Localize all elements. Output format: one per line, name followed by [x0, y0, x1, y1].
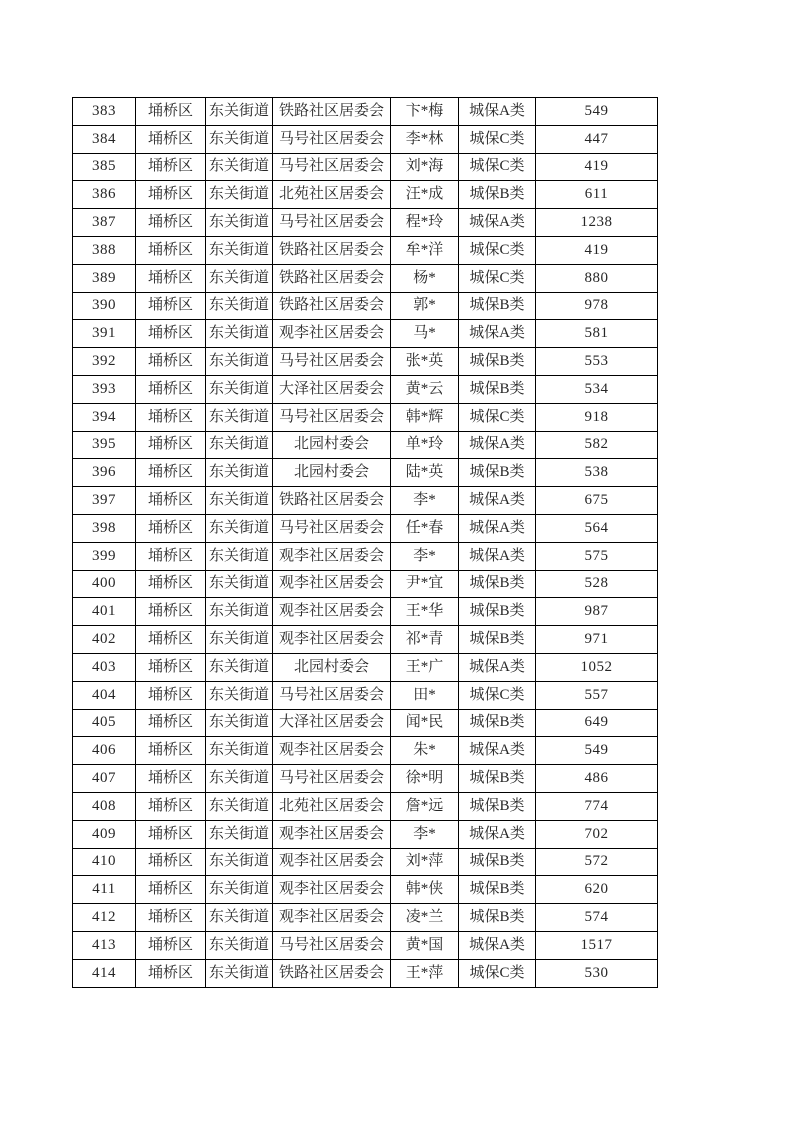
cell-name: 程*玲 [391, 209, 459, 237]
cell-category: 城保A类 [459, 487, 536, 515]
cell-street: 东关街道 [206, 904, 273, 932]
cell-district: 埇桥区 [136, 320, 206, 348]
cell-community: 大泽社区居委会 [273, 709, 391, 737]
cell-category: 城保C类 [459, 236, 536, 264]
cell-street: 东关街道 [206, 375, 273, 403]
cell-no: 410 [73, 848, 136, 876]
cell-amount: 1517 [536, 931, 658, 959]
cell-community: 马号社区居委会 [273, 514, 391, 542]
cell-amount: 1238 [536, 209, 658, 237]
cell-amount: 611 [536, 181, 658, 209]
cell-community: 观李社区居委会 [273, 820, 391, 848]
cell-community: 铁路社区居委会 [273, 487, 391, 515]
cell-category: 城保A类 [459, 320, 536, 348]
cell-street: 东关街道 [206, 709, 273, 737]
cell-street: 东关街道 [206, 209, 273, 237]
cell-amount: 574 [536, 904, 658, 932]
cell-no: 407 [73, 765, 136, 793]
cell-name: 卞*梅 [391, 98, 459, 126]
cell-community: 铁路社区居委会 [273, 959, 391, 987]
cell-street: 东关街道 [206, 320, 273, 348]
cell-street: 东关街道 [206, 626, 273, 654]
cell-street: 东关街道 [206, 598, 273, 626]
cell-district: 埇桥区 [136, 653, 206, 681]
cell-amount: 581 [536, 320, 658, 348]
cell-amount: 530 [536, 959, 658, 987]
cell-name: 祁*青 [391, 626, 459, 654]
cell-street: 东关街道 [206, 681, 273, 709]
cell-category: 城保B类 [459, 792, 536, 820]
table-row [73, 320, 658, 348]
cell-category: 城保A类 [459, 514, 536, 542]
cell-name: 尹*宜 [391, 570, 459, 598]
cell-community: 马号社区居委会 [273, 681, 391, 709]
table-row [73, 403, 658, 431]
cell-no: 399 [73, 542, 136, 570]
cell-district: 埇桥区 [136, 292, 206, 320]
cell-community: 铁路社区居委会 [273, 236, 391, 264]
cell-community: 铁路社区居委会 [273, 264, 391, 292]
cell-amount: 528 [536, 570, 658, 598]
cell-no: 387 [73, 209, 136, 237]
table-row [73, 959, 658, 987]
table-row [73, 598, 658, 626]
cell-category: 城保B类 [459, 570, 536, 598]
cell-no: 406 [73, 737, 136, 765]
cell-street: 东关街道 [206, 264, 273, 292]
cell-street: 东关街道 [206, 653, 273, 681]
cell-district: 埇桥区 [136, 209, 206, 237]
cell-category: 城保C类 [459, 264, 536, 292]
cell-street: 东关街道 [206, 348, 273, 376]
cell-no: 384 [73, 125, 136, 153]
cell-name: 单*玲 [391, 431, 459, 459]
cell-name: 王*萍 [391, 959, 459, 987]
cell-name: 任*春 [391, 514, 459, 542]
table-row [73, 98, 658, 126]
cell-street: 东关街道 [206, 876, 273, 904]
cell-district: 埇桥区 [136, 820, 206, 848]
cell-no: 398 [73, 514, 136, 542]
cell-name: 田* [391, 681, 459, 709]
cell-name: 李*林 [391, 125, 459, 153]
cell-street: 东关街道 [206, 820, 273, 848]
cell-amount: 880 [536, 264, 658, 292]
table-row [73, 542, 658, 570]
cell-street: 东关街道 [206, 959, 273, 987]
table-row [73, 487, 658, 515]
cell-community: 观李社区居委会 [273, 598, 391, 626]
cell-community: 大泽社区居委会 [273, 375, 391, 403]
cell-community: 北园村委会 [273, 431, 391, 459]
cell-name: 黄*国 [391, 931, 459, 959]
cell-name: 凌*兰 [391, 904, 459, 932]
cell-name: 刘*海 [391, 153, 459, 181]
cell-district: 埇桥区 [136, 876, 206, 904]
cell-category: 城保B类 [459, 375, 536, 403]
cell-name: 李* [391, 487, 459, 515]
cell-amount: 675 [536, 487, 658, 515]
cell-name: 张*英 [391, 348, 459, 376]
cell-name: 韩*侠 [391, 876, 459, 904]
cell-amount: 447 [536, 125, 658, 153]
cell-name: 马* [391, 320, 459, 348]
cell-district: 埇桥区 [136, 487, 206, 515]
table-row [73, 765, 658, 793]
cell-district: 埇桥区 [136, 709, 206, 737]
cell-district: 埇桥区 [136, 598, 206, 626]
cell-category: 城保B类 [459, 709, 536, 737]
table-row [73, 820, 658, 848]
cell-district: 埇桥区 [136, 959, 206, 987]
cell-no: 392 [73, 348, 136, 376]
cell-category: 城保B类 [459, 348, 536, 376]
cell-name: 刘*萍 [391, 848, 459, 876]
cell-category: 城保A类 [459, 737, 536, 765]
cell-amount: 549 [536, 98, 658, 126]
cell-district: 埇桥区 [136, 348, 206, 376]
table-row [73, 514, 658, 542]
cell-no: 412 [73, 904, 136, 932]
cell-category: 城保A类 [459, 98, 536, 126]
cell-category: 城保B类 [459, 181, 536, 209]
table-row [73, 264, 658, 292]
cell-name: 郭* [391, 292, 459, 320]
cell-no: 389 [73, 264, 136, 292]
cell-no: 409 [73, 820, 136, 848]
cell-no: 402 [73, 626, 136, 654]
cell-category: 城保A类 [459, 209, 536, 237]
cell-community: 观李社区居委会 [273, 320, 391, 348]
cell-street: 东关街道 [206, 236, 273, 264]
cell-district: 埇桥区 [136, 125, 206, 153]
cell-street: 东关街道 [206, 570, 273, 598]
cell-amount: 971 [536, 626, 658, 654]
cell-street: 东关街道 [206, 792, 273, 820]
table-row [73, 681, 658, 709]
cell-no: 393 [73, 375, 136, 403]
cell-community: 观李社区居委会 [273, 626, 391, 654]
table-row [73, 737, 658, 765]
cell-amount: 419 [536, 236, 658, 264]
cell-name: 韩*辉 [391, 403, 459, 431]
cell-category: 城保C类 [459, 403, 536, 431]
cell-amount: 549 [536, 737, 658, 765]
cell-no: 405 [73, 709, 136, 737]
cell-no: 400 [73, 570, 136, 598]
cell-name: 李* [391, 820, 459, 848]
cell-community: 马号社区居委会 [273, 403, 391, 431]
cell-amount: 774 [536, 792, 658, 820]
cell-no: 390 [73, 292, 136, 320]
cell-community: 铁路社区居委会 [273, 292, 391, 320]
cell-street: 东关街道 [206, 848, 273, 876]
cell-community: 马号社区居委会 [273, 209, 391, 237]
cell-name: 汪*成 [391, 181, 459, 209]
table-row [73, 848, 658, 876]
cell-amount: 978 [536, 292, 658, 320]
cell-district: 埇桥区 [136, 403, 206, 431]
benefit-records-table [72, 97, 658, 988]
cell-name: 徐*明 [391, 765, 459, 793]
cell-community: 观李社区居委会 [273, 848, 391, 876]
cell-amount: 572 [536, 848, 658, 876]
cell-street: 东关街道 [206, 153, 273, 181]
cell-category: 城保B类 [459, 598, 536, 626]
table-row [73, 292, 658, 320]
table-row [73, 181, 658, 209]
table-row [73, 904, 658, 932]
cell-no: 386 [73, 181, 136, 209]
cell-district: 埇桥区 [136, 848, 206, 876]
cell-category: 城保A类 [459, 431, 536, 459]
cell-street: 东关街道 [206, 487, 273, 515]
cell-amount: 649 [536, 709, 658, 737]
cell-amount: 1052 [536, 653, 658, 681]
cell-category: 城保B类 [459, 626, 536, 654]
cell-no: 411 [73, 876, 136, 904]
cell-category: 城保C类 [459, 153, 536, 181]
cell-district: 埇桥区 [136, 375, 206, 403]
cell-district: 埇桥区 [136, 681, 206, 709]
cell-name: 朱* [391, 737, 459, 765]
cell-district: 埇桥区 [136, 431, 206, 459]
cell-amount: 582 [536, 431, 658, 459]
cell-category: 城保B类 [459, 459, 536, 487]
cell-community: 北园村委会 [273, 653, 391, 681]
cell-district: 埇桥区 [136, 765, 206, 793]
cell-no: 414 [73, 959, 136, 987]
table-row [73, 209, 658, 237]
cell-district: 埇桥区 [136, 542, 206, 570]
cell-category: 城保B类 [459, 848, 536, 876]
cell-amount: 538 [536, 459, 658, 487]
table-row [73, 931, 658, 959]
cell-district: 埇桥区 [136, 459, 206, 487]
cell-district: 埇桥区 [136, 236, 206, 264]
cell-category: 城保C类 [459, 681, 536, 709]
cell-name: 陆*英 [391, 459, 459, 487]
cell-name: 王*华 [391, 598, 459, 626]
cell-community: 观李社区居委会 [273, 904, 391, 932]
cell-street: 东关街道 [206, 403, 273, 431]
cell-name: 黄*云 [391, 375, 459, 403]
cell-no: 403 [73, 653, 136, 681]
cell-street: 东关街道 [206, 542, 273, 570]
cell-community: 北苑社区居委会 [273, 792, 391, 820]
cell-street: 东关街道 [206, 125, 273, 153]
cell-community: 马号社区居委会 [273, 931, 391, 959]
cell-no: 396 [73, 459, 136, 487]
cell-district: 埇桥区 [136, 264, 206, 292]
cell-street: 东关街道 [206, 737, 273, 765]
cell-community: 观李社区居委会 [273, 876, 391, 904]
cell-amount: 553 [536, 348, 658, 376]
table-row [73, 459, 658, 487]
cell-community: 观李社区居委会 [273, 542, 391, 570]
cell-no: 395 [73, 431, 136, 459]
cell-district: 埇桥区 [136, 737, 206, 765]
cell-community: 观李社区居委会 [273, 737, 391, 765]
cell-street: 东关街道 [206, 292, 273, 320]
cell-district: 埇桥区 [136, 514, 206, 542]
cell-district: 埇桥区 [136, 904, 206, 932]
cell-community: 马号社区居委会 [273, 348, 391, 376]
cell-street: 东关街道 [206, 459, 273, 487]
table-row [73, 153, 658, 181]
cell-community: 马号社区居委会 [273, 153, 391, 181]
table-row [73, 876, 658, 904]
cell-no: 404 [73, 681, 136, 709]
cell-category: 城保B类 [459, 904, 536, 932]
cell-no: 408 [73, 792, 136, 820]
cell-street: 东关街道 [206, 514, 273, 542]
cell-category: 城保A类 [459, 653, 536, 681]
table-row [73, 570, 658, 598]
cell-district: 埇桥区 [136, 181, 206, 209]
cell-category: 城保C类 [459, 125, 536, 153]
cell-no: 394 [73, 403, 136, 431]
table-row [73, 792, 658, 820]
cell-category: 城保B类 [459, 765, 536, 793]
cell-category: 城保A类 [459, 820, 536, 848]
cell-community: 马号社区居委会 [273, 765, 391, 793]
cell-category: 城保B类 [459, 292, 536, 320]
table-row [73, 125, 658, 153]
cell-name: 李* [391, 542, 459, 570]
cell-community: 观李社区居委会 [273, 570, 391, 598]
cell-amount: 486 [536, 765, 658, 793]
cell-no: 401 [73, 598, 136, 626]
cell-category: 城保A类 [459, 931, 536, 959]
cell-street: 东关街道 [206, 181, 273, 209]
cell-district: 埇桥区 [136, 98, 206, 126]
table-row [73, 626, 658, 654]
cell-category: 城保B类 [459, 876, 536, 904]
table-row [73, 709, 658, 737]
table-row [73, 348, 658, 376]
cell-street: 东关街道 [206, 765, 273, 793]
cell-district: 埇桥区 [136, 153, 206, 181]
cell-no: 385 [73, 153, 136, 181]
table-body [73, 98, 658, 988]
cell-street: 东关街道 [206, 431, 273, 459]
cell-community: 铁路社区居委会 [273, 98, 391, 126]
cell-amount: 557 [536, 681, 658, 709]
cell-district: 埇桥区 [136, 792, 206, 820]
cell-amount: 575 [536, 542, 658, 570]
cell-no: 388 [73, 236, 136, 264]
cell-no: 397 [73, 487, 136, 515]
table-row [73, 653, 658, 681]
cell-name: 杨* [391, 264, 459, 292]
cell-community: 北苑社区居委会 [273, 181, 391, 209]
cell-street: 东关街道 [206, 931, 273, 959]
table-row [73, 236, 658, 264]
cell-category: 城保A类 [459, 542, 536, 570]
cell-no: 413 [73, 931, 136, 959]
cell-amount: 702 [536, 820, 658, 848]
cell-no: 391 [73, 320, 136, 348]
cell-name: 牟*洋 [391, 236, 459, 264]
cell-no: 383 [73, 98, 136, 126]
cell-name: 闻*民 [391, 709, 459, 737]
cell-amount: 564 [536, 514, 658, 542]
cell-amount: 987 [536, 598, 658, 626]
cell-community: 马号社区居委会 [273, 125, 391, 153]
cell-name: 詹*远 [391, 792, 459, 820]
cell-amount: 534 [536, 375, 658, 403]
table-row [73, 431, 658, 459]
cell-amount: 419 [536, 153, 658, 181]
cell-category: 城保C类 [459, 959, 536, 987]
cell-community: 北园村委会 [273, 459, 391, 487]
cell-district: 埇桥区 [136, 626, 206, 654]
cell-street: 东关街道 [206, 98, 273, 126]
cell-district: 埇桥区 [136, 931, 206, 959]
cell-amount: 918 [536, 403, 658, 431]
cell-district: 埇桥区 [136, 570, 206, 598]
cell-name: 王*广 [391, 653, 459, 681]
table-row [73, 375, 658, 403]
cell-amount: 620 [536, 876, 658, 904]
